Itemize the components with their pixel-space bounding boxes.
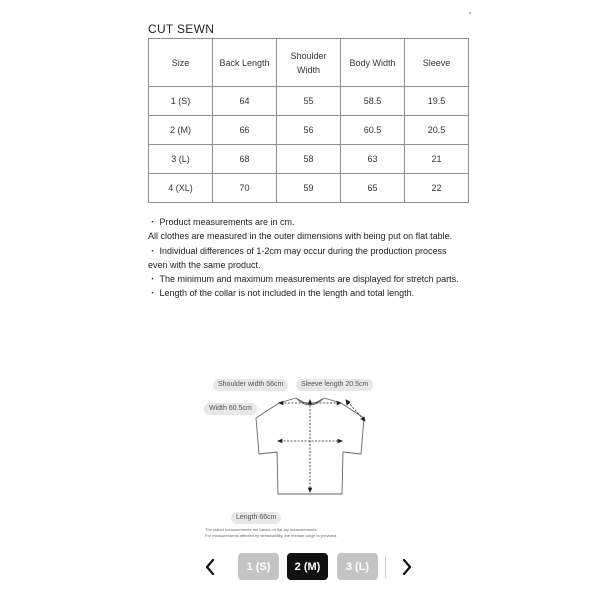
- table-cell: 21: [405, 145, 469, 174]
- table-cell: 65: [341, 174, 405, 203]
- table-cell: 55: [277, 87, 341, 116]
- previous-button[interactable]: [198, 553, 222, 581]
- table-cell: 58: [277, 145, 341, 174]
- table-cell: 19.5: [405, 87, 469, 116]
- note-line: ・ Individual differences of 1-2cm may occur during the production process even with the same product.: [148, 245, 447, 270]
- tshirt-outline-icon: [200, 372, 400, 542]
- divider: [385, 555, 386, 578]
- size-chart-table: [148, 38, 469, 203]
- table-cell: 59: [277, 174, 341, 203]
- measurement-notes: [148, 215, 468, 301]
- length-label: Length 66cm: [231, 512, 281, 524]
- table-cell: 20.5: [405, 116, 469, 145]
- note-line: ・ Product measurements are in cm.: [148, 217, 295, 227]
- sleeve-length-label: Sleeve length 20.5cm: [296, 379, 373, 391]
- fine-print-line: For measurements affected by stretchability, the median range is provided.: [205, 533, 338, 538]
- decorative-dot: [469, 12, 471, 14]
- table-cell: 66: [213, 116, 277, 145]
- column-header-shoulder-width: Shoulder Width: [277, 39, 341, 87]
- note-line: ・ Length of the collar is not included in the length and total length.: [148, 288, 415, 299]
- section-title: CUT SEWN: [148, 22, 215, 36]
- table-cell: 60.5: [341, 116, 405, 145]
- table-cell: 56: [277, 116, 341, 145]
- chevron-left-icon: [205, 559, 215, 575]
- table-row: [149, 174, 469, 203]
- note-line: ・ The minimum and maximum measurements are displayed for stretch parts.: [148, 274, 459, 285]
- table-row: [149, 116, 469, 145]
- table-cell: 70: [213, 174, 277, 203]
- table-row: [149, 145, 469, 174]
- shoulder-width-label: Shoulder width 56cm: [213, 379, 288, 391]
- table-cell: 63: [341, 145, 405, 174]
- table-header-row: [149, 39, 469, 87]
- column-header-size: Size: [149, 39, 213, 87]
- size-option-2m[interactable]: 2 (M): [287, 553, 328, 580]
- size-option-3l[interactable]: 3 (L): [337, 553, 378, 580]
- table-cell: 1 (S): [149, 87, 213, 116]
- note-line: All clothes are measured in the outer dimensions with being put on flat table.: [148, 231, 453, 242]
- table-cell: 68: [213, 145, 277, 174]
- table-cell: 2 (M): [149, 116, 213, 145]
- size-selector: [196, 553, 418, 581]
- tshirt-measurement-diagram: [200, 372, 400, 542]
- table-cell: 22: [405, 174, 469, 203]
- next-button[interactable]: [395, 553, 419, 581]
- column-header-body-width: Body Width: [341, 39, 405, 87]
- fine-print-line: The stated measurements are based on flat-lay measurements.: [205, 527, 318, 532]
- chevron-right-icon: [402, 559, 412, 575]
- table-cell: 3 (L): [149, 145, 213, 174]
- table-row: [149, 87, 469, 116]
- column-header-back-length: Back Length: [213, 39, 277, 87]
- size-option-1s[interactable]: 1 (S): [238, 553, 279, 580]
- table-cell: 58.5: [341, 87, 405, 116]
- width-label: Width 60.5cm: [204, 403, 257, 415]
- table-cell: 64: [213, 87, 277, 116]
- table-cell: 4 (XL): [149, 174, 213, 203]
- column-header-sleeve: Sleeve: [405, 39, 469, 87]
